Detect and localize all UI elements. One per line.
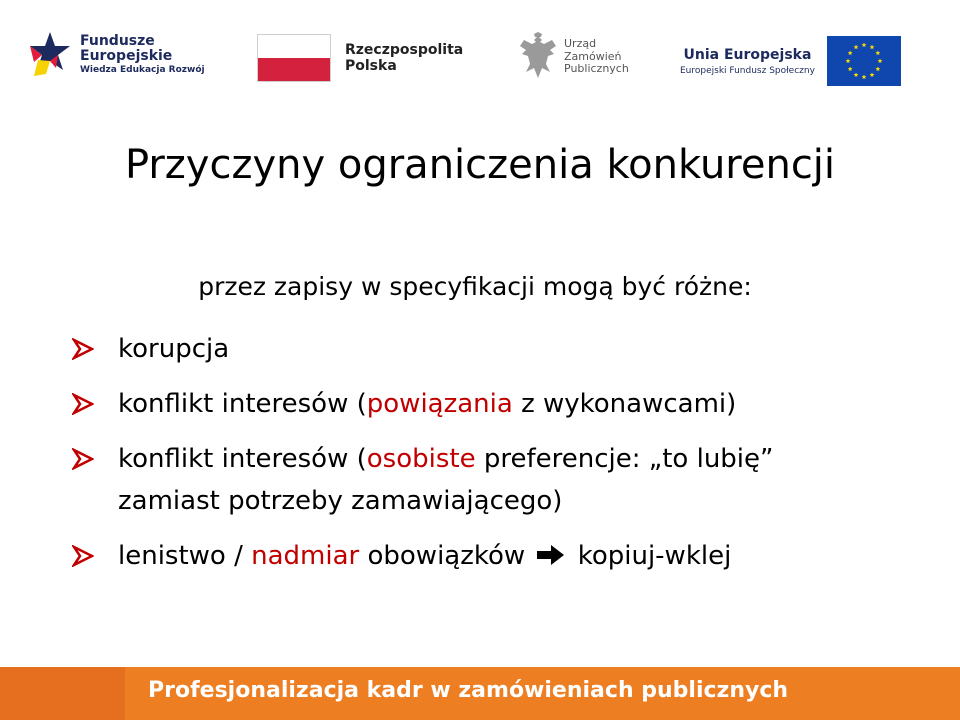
bullet-text: preferencje: „to lubię” zamiast potrzeby zamawiającego)	[118, 444, 774, 516]
rzeczpospolita-line1: Rzeczpospolita	[345, 41, 464, 58]
bullet-text: obowiązków	[359, 541, 526, 571]
right-arrow-icon	[537, 544, 565, 566]
fundusze-line2: Europejskie	[80, 47, 173, 64]
arrowhead-bullet-icon	[72, 448, 94, 470]
bullet-text: kopiuj-wklej	[569, 541, 732, 571]
uzp-line3: Publicznych	[564, 62, 629, 76]
fundusze-europejskie-logo	[28, 30, 205, 80]
bullet-text: konflikt interesów (	[118, 444, 367, 474]
arrowhead-bullet-icon	[72, 338, 94, 360]
ue-fund: Europejski Fundusz Społeczny	[680, 65, 815, 76]
bullet-highlight: osobiste	[366, 444, 476, 474]
rzeczpospolita-line2: Polska	[345, 58, 397, 74]
bullet-text: korupcja	[118, 334, 230, 364]
uzp-line1: Urząd	[564, 37, 597, 51]
bullet-item	[72, 328, 872, 370]
unia-europejska-logo	[680, 36, 901, 86]
intro-text: przez zapisy w specyfikacji mogą być różne:	[198, 272, 752, 301]
polish-flag-icon	[257, 34, 331, 82]
footer-bar	[0, 667, 960, 720]
fundusze-europejskie-star-icon	[28, 30, 72, 80]
bullet-highlight: nadmiar	[251, 541, 360, 571]
bullet-list	[72, 328, 872, 590]
footer-text: Profesjonalizacja kadr w zamówieniach publicznych	[148, 678, 789, 703]
fundusze-program: Wiedza Edukacja Rozwój	[80, 65, 205, 76]
uzp-logo	[518, 32, 629, 82]
arrowhead-bullet-icon	[72, 393, 94, 415]
bullet-item	[72, 383, 872, 425]
slide-title: Przyczyny ograniczenia konkurencji	[124, 142, 836, 188]
polish-eagle-icon	[518, 32, 558, 82]
bullet-item	[72, 438, 872, 522]
bullet-item	[72, 535, 872, 577]
uzp-line2: Zamówień	[564, 49, 622, 63]
rzeczpospolita-polska-logo	[257, 34, 463, 82]
bullet-text: konflikt interesów (	[118, 389, 367, 419]
fundusze-line1: Fundusze	[80, 33, 155, 50]
bullet-text: z wykonawcami)	[512, 389, 737, 419]
bullet-highlight: powiązania	[366, 389, 513, 419]
bullet-text: lenistwo /	[118, 541, 252, 571]
ue-name: Unia Europejska	[683, 46, 812, 63]
eu-flag-icon	[827, 36, 901, 86]
arrowhead-bullet-icon	[72, 545, 94, 567]
logo-strip	[0, 24, 960, 99]
